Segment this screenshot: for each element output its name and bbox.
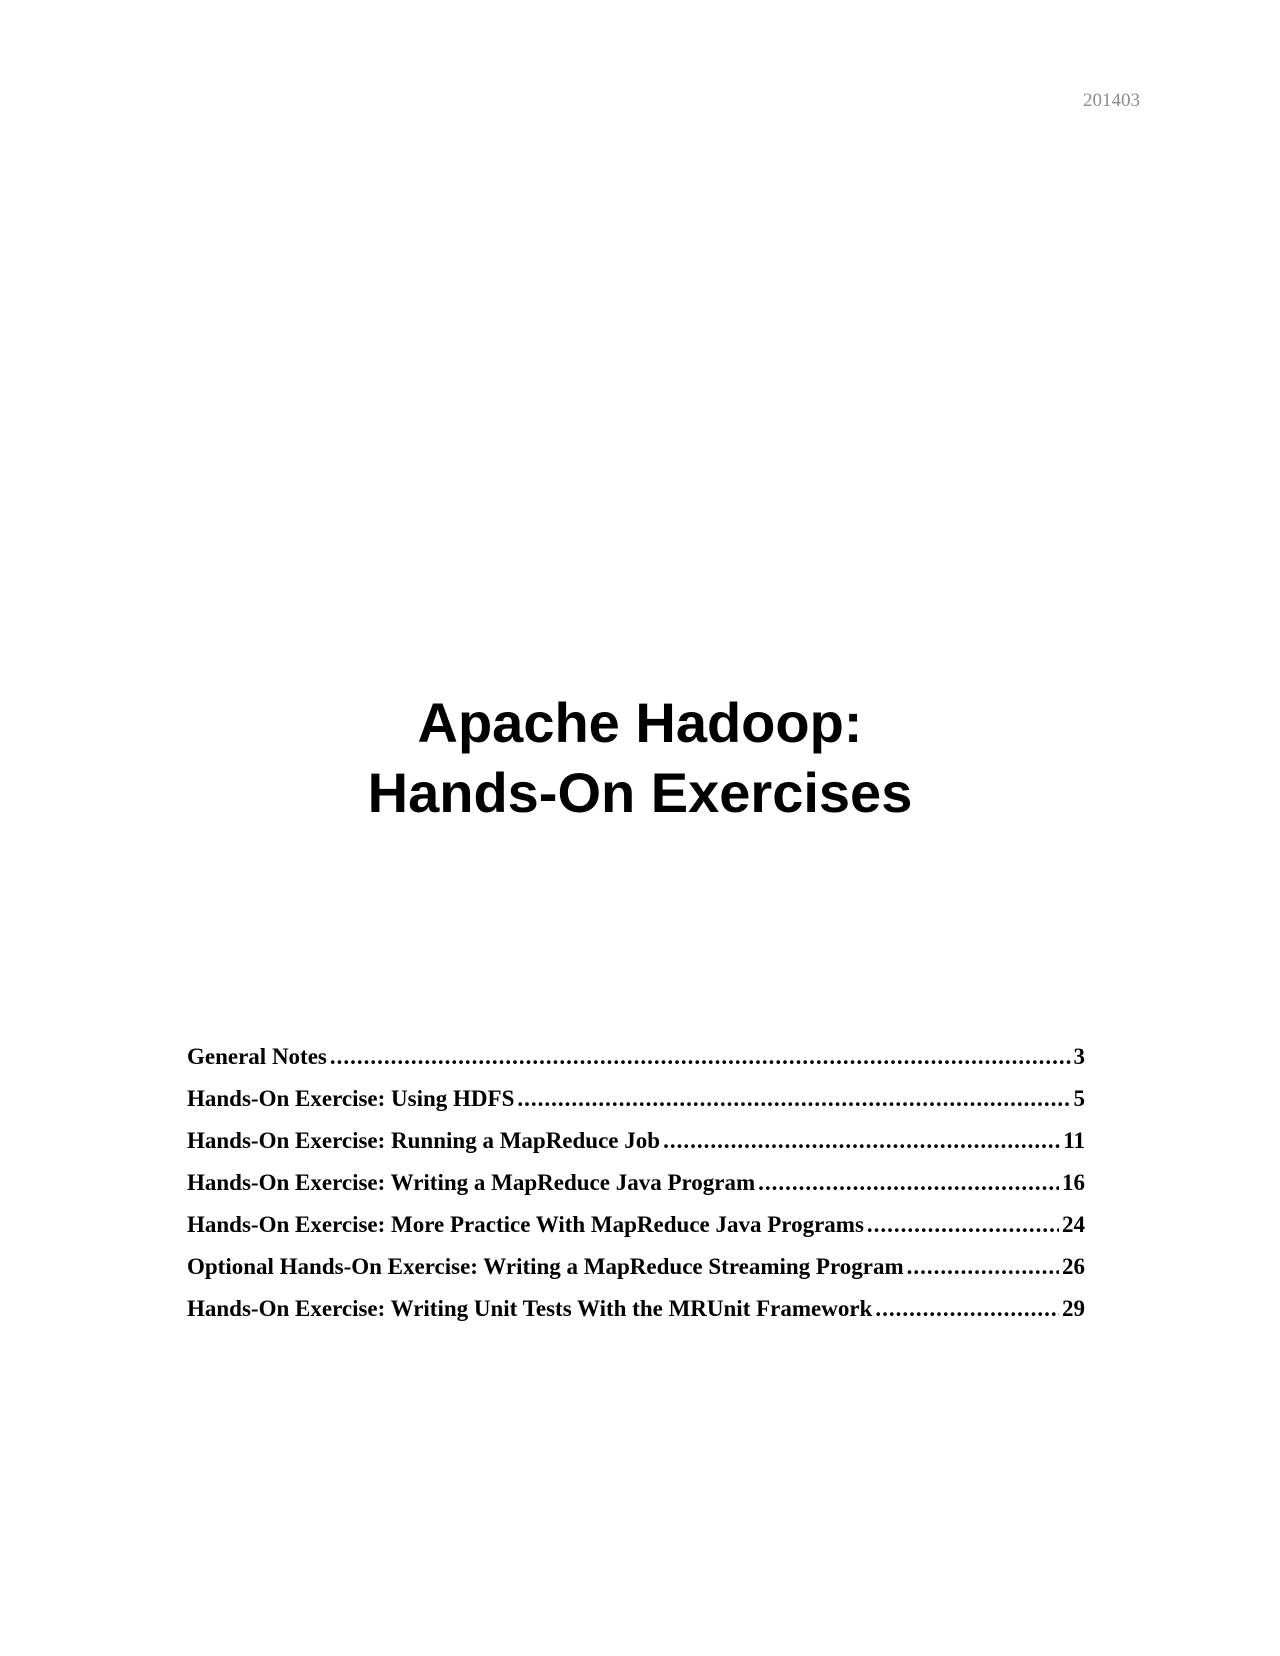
title-line-1: Apache Hadoop: [417, 691, 863, 754]
document-code: 201403 [1083, 90, 1140, 111]
toc-leader-dots [875, 1296, 1059, 1322]
toc-leader-dots [517, 1086, 1070, 1112]
toc-entry-label: Hands-On Exercise: Writing Unit Tests With the MRUnit Framework [187, 1296, 873, 1321]
toc-entry-streaming-program[interactable] [187, 1254, 1085, 1296]
toc-entry-label: Hands-On Exercise: Writing a MapReduce Java Program [187, 1170, 756, 1195]
toc-entry-label: Optional Hands-On Exercise: Writing a MapReduce Streaming Program [187, 1254, 904, 1279]
toc-entry-label: General Notes [187, 1044, 327, 1069]
toc-entry-page: 5 [1073, 1086, 1085, 1111]
toc-leader-dots [867, 1212, 1059, 1238]
toc-leader-dots [907, 1254, 1059, 1280]
toc-entry-label: Hands-On Exercise: Running a MapReduce Job [187, 1128, 661, 1153]
toc-leader-dots [758, 1170, 1059, 1196]
toc-leader-dots [663, 1128, 1060, 1154]
toc-entry-writing-java-program[interactable] [187, 1170, 1085, 1212]
toc-leader-dots [330, 1044, 1071, 1070]
toc-entry-page: 29 [1062, 1296, 1085, 1321]
toc-entry-page: 16 [1062, 1170, 1085, 1195]
toc-entry-mrunit-tests[interactable] [187, 1296, 1085, 1338]
toc-entry-running-mapreduce-job[interactable] [187, 1128, 1085, 1170]
table-of-contents [187, 1044, 1085, 1338]
toc-entry-page: 3 [1073, 1044, 1085, 1069]
toc-entry-label: Hands-On Exercise: More Practice With MapReduce Java Programs [187, 1212, 864, 1237]
toc-entry-using-hdfs[interactable] [187, 1086, 1085, 1128]
toc-entry-label: Hands-On Exercise: Using HDFS [187, 1086, 515, 1111]
toc-entry-page: 11 [1063, 1128, 1085, 1153]
toc-entry-page: 26 [1062, 1254, 1085, 1279]
title-line-2: Hands-On Exercises [367, 761, 913, 824]
toc-entry-page: 24 [1062, 1212, 1085, 1237]
toc-entry-general-notes[interactable] [187, 1044, 1085, 1086]
toc-entry-more-practice[interactable] [187, 1212, 1085, 1254]
document-title [0, 688, 1280, 828]
